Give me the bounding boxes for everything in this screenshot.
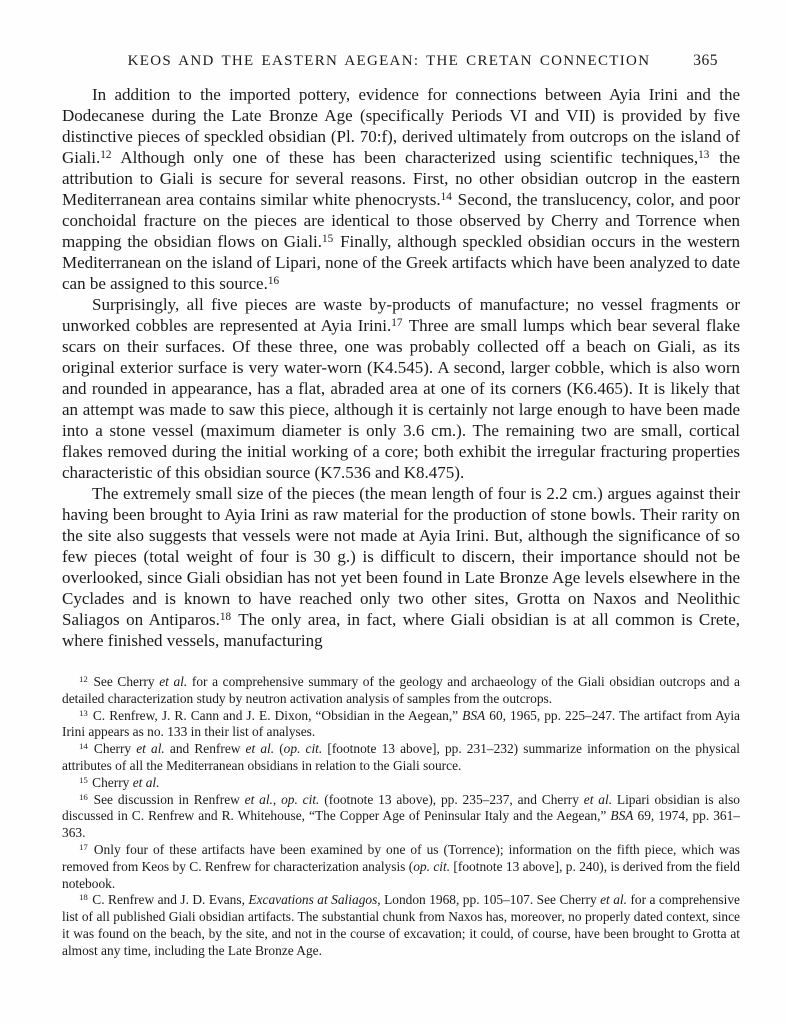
text-run: (footnote 13 above), pp. 235–237, and Cherry bbox=[319, 791, 584, 807]
footnote-marker: 15 bbox=[322, 232, 334, 245]
text-run: et al. bbox=[244, 791, 273, 807]
running-title: KEOS AND THE EASTERN AEGEAN: THE CRETAN CONNECTION bbox=[127, 53, 651, 69]
footnote-marker: 14 bbox=[440, 190, 452, 203]
text-run: Three are small lumps which bear several flake scars on their surfaces. Of these three, one was probably collected off a beach on Giali, as its original exterior surface is very water-worn (K4.545). A second, larger cobble, which is also worn and rounded in appearance, has a flat, abraded area at one of its corners (K6.465). It is likely that an attempt was made to saw this piece, although it is certainly not large enough to have been made into a stone vessel (maximum diameter is only 3.6 cm.). The remaining two are small, cortical flakes removed during the initial working of a core; both exhibit the irregular fracturing properties characteristic of this obsidian source (K7.536 and K8.475). bbox=[62, 316, 741, 482]
text-run: et al. bbox=[159, 674, 188, 689]
text-run: See discussion in Renfrew bbox=[88, 791, 245, 807]
main-text-column bbox=[62, 84, 740, 960]
footnote-marker: 12 bbox=[79, 674, 88, 685]
text-run: the attribution to Giali is secure for several reasons. First, no other obsidian outcrop in the eastern Mediterranean area contains similar white phenocrysts. bbox=[62, 148, 740, 209]
text-run: BSA bbox=[462, 707, 486, 723]
footnote bbox=[62, 741, 740, 775]
text-run: Surprisingly, all five pieces are waste by-products of manufacture; no vessel fragments or unworked cobbles are represented at Ayia Irini. bbox=[62, 295, 740, 335]
text-run: , London 1968, pp. 105–107. See Cherry bbox=[377, 892, 601, 908]
body-paragraph bbox=[62, 84, 740, 294]
text-run: Cherry bbox=[88, 741, 137, 757]
footnotes-section bbox=[62, 674, 740, 960]
text-run: The only area, in fact, where Giali obsidian is at all common is Crete, where finished vessels, manufacturing bbox=[62, 610, 740, 650]
text-run: BSA bbox=[610, 808, 634, 824]
text-run: et al. bbox=[132, 774, 160, 790]
text-run: 60, 1965, pp. 225–247. The artifact from Ayia Irini appears as no. 133 in their list of analyses. bbox=[62, 707, 740, 740]
page-number: 365 bbox=[693, 52, 718, 69]
page-header bbox=[62, 52, 740, 70]
footnote bbox=[62, 674, 740, 708]
text-run: Although only one of these has been characterized using scientific techniques, bbox=[112, 148, 699, 167]
footnote-marker: 17 bbox=[79, 842, 88, 852]
text-run: Second, the translucency, color, and poor conchoidal fracture on the pieces are identical to those observed by Cherry and Torrence when mapping the obsidian flows on Giali. bbox=[62, 190, 740, 251]
text-run: et al. bbox=[600, 892, 627, 908]
text-run: Lipari obsidian is also discussed in C. Renfrew and R. Whitehouse, “The Copper Age of Peninsular Italy and the Aegean,” bbox=[62, 791, 740, 824]
text-run: In addition to the imported pottery, evidence for connections between Ayia Irini and the Dodecanese during the Late Bronze Age (specifically Periods VI and VII) is provided by five distinctive pieces of speckled obsidian (Pl. 70:f), derived ultimately from outcrops on the island of Giali. bbox=[62, 85, 740, 167]
footnote-marker: 14 bbox=[79, 741, 88, 752]
footnote-marker: 13 bbox=[698, 148, 710, 161]
footnote-marker: 17 bbox=[391, 316, 403, 329]
text-run: et al. bbox=[245, 741, 275, 757]
body-paragraph bbox=[62, 483, 740, 651]
footnote-marker: 18 bbox=[219, 610, 232, 623]
footnote bbox=[62, 792, 740, 842]
text-run: et al. bbox=[583, 791, 613, 807]
text-run: et al. bbox=[136, 741, 165, 757]
text-run: , bbox=[272, 791, 282, 807]
text-run: for a comprehensive summary of the geology and archaeology of the Giali obsidian outcrops and a detailed characterization study by neutron activation analysis of samples from the outcrops. bbox=[62, 674, 740, 706]
footnote bbox=[62, 892, 740, 959]
footnote-marker: 12 bbox=[100, 148, 112, 161]
text-run: op. cit. bbox=[413, 858, 451, 874]
text-run: Cherry bbox=[88, 774, 133, 790]
text-run: for a comprehensive list of all published Giali obsidian artifacts. The substantial chunk from Naxos has, moreover, no properly dated context, since it was found on the beach, by the site, and not in the course of excavation; it could, of course, have been brought to Grotta at almost any time, including the Late Bronze Age. bbox=[62, 892, 740, 958]
text-run: Only four of these artifacts have been examined by one of us (Torrence); information on the fifth piece, which was removed from Keos by C. Renfrew for characterization analysis ( bbox=[62, 841, 740, 874]
footnote bbox=[62, 708, 740, 742]
footnote-marker: 18 bbox=[79, 892, 88, 903]
footnote-marker: 16 bbox=[267, 274, 280, 287]
text-run: op. cit. bbox=[283, 741, 323, 757]
text-run: Finally, although speckled obsidian occurs in the western Mediterranean on the island of Lipari, none of the Greek artifacts which have been analyzed to date can be assigned to this source. bbox=[62, 232, 740, 293]
footnote-marker: 16 bbox=[79, 791, 88, 802]
footnote bbox=[62, 842, 740, 892]
body-paragraph bbox=[62, 294, 740, 483]
text-run: The extremely small size of the pieces (the mean length of four is 2.2 cm.) argues against their having been brought to Ayia Irini as raw material for the production of stone bowls. Their rarity on the site also suggests that vessels were not made at Ayia Irini. But, although the significance of so few pieces (total weight of four is 30 g.) is difficult to discern, their importance should not be overlooked, since Giali obsidian has not yet been found in Late Bronze Age levels elsewhere in the Cyclades and is known to have reached only two other sites, Grotta on Naxos and Neolithic Saliagos on Antiparos. bbox=[62, 484, 740, 629]
text-run: and Renfrew bbox=[164, 741, 246, 757]
text-run: ( bbox=[274, 741, 284, 757]
footnote-marker: 15 bbox=[79, 774, 88, 785]
text-run: See Cherry bbox=[88, 674, 160, 689]
text-run: Excavations at Saliagos bbox=[248, 892, 378, 908]
footnote-marker: 13 bbox=[79, 707, 88, 718]
text-run: op. cit. bbox=[281, 791, 320, 807]
text-run: C. Renfrew and J. D. Evans, bbox=[88, 892, 249, 908]
text-run: [footnote 13 above], pp. 231–232) summarize information on the physical attributes of all the Mediterranean obsidians in relation to the Giali source. bbox=[62, 741, 741, 773]
text-run: [footnote 13 above], p. 240), is derived from the field notebook. bbox=[62, 858, 740, 891]
text-run: C. Renfrew, J. R. Cann and J. E. Dixon, “Obsidian in the Aegean,” bbox=[88, 707, 463, 723]
text-run: 69, 1974, pp. 361–363. bbox=[62, 808, 740, 841]
footnote bbox=[62, 775, 740, 792]
